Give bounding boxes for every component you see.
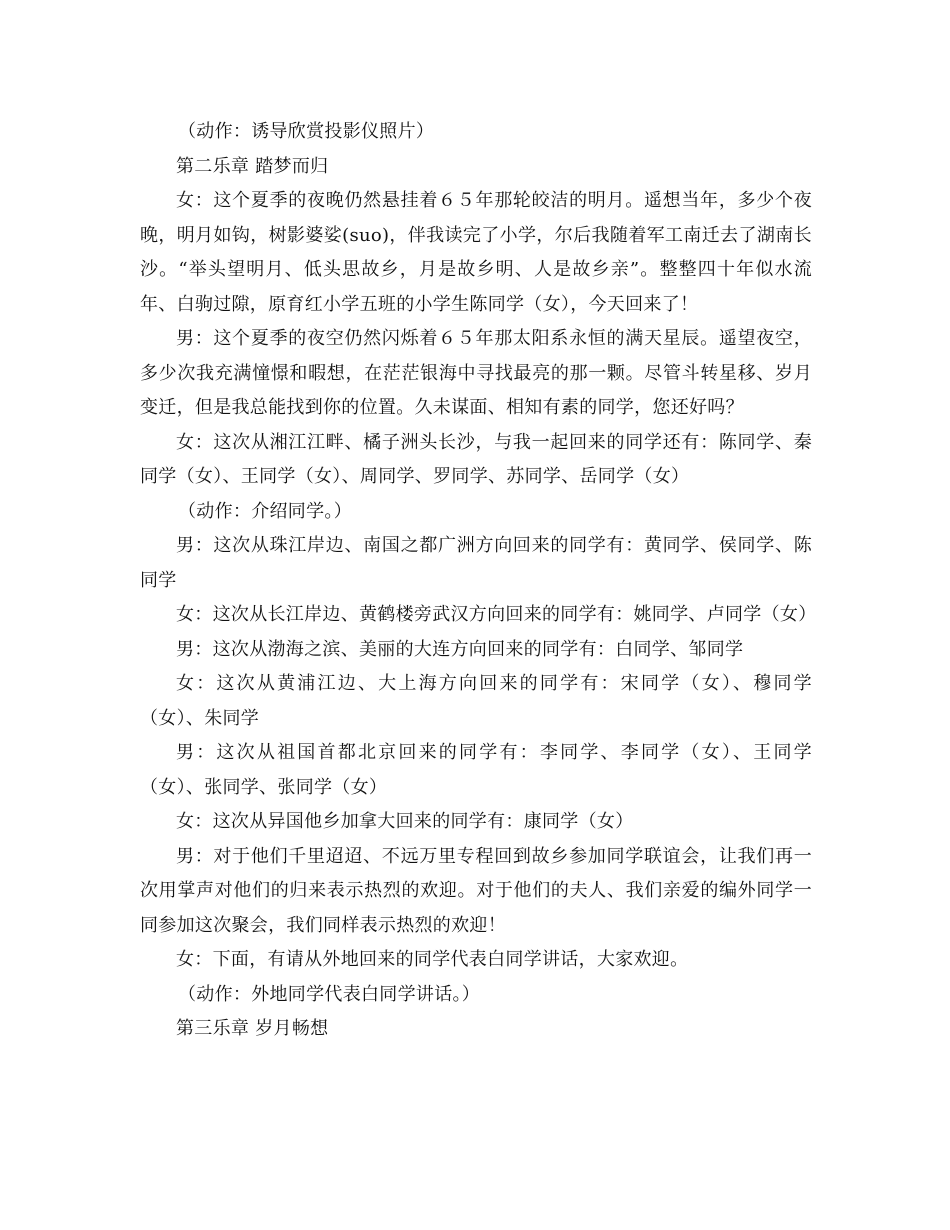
document-body	[140, 115, 817, 1047]
dialogue-paragraph: 男：这个夏季的夜空仍然闪烁着６５年那太阳系永恒的满天星辰。遥望夜空，多少次我充满憧憬和暇想，在茫茫银海中寻找最亮的那一颗。尽管斗转星移、岁月变迁，但是我总能找到你的位置。久未谋面、相知有素的同学，您还好吗？	[140, 328, 812, 418]
dialogue-paragraph: 男：这次从祖国首都北京回来的同学有：李同学、李同学（女）、王同学（女）、张同学、张同学（女）	[140, 742, 812, 798]
dialogue-paragraph: 女：这个夏季的夜晚仍然悬挂着６５年那轮皎洁的明月。遥想当年，多少个夜晚，明月如钩，树影婆娑(suo)，伴我读完了小学，尔后我随着军工南迁去了湖南长沙。“举头望明月、低头思故乡，月是故乡明、人是故乡亲”。整整四十年似水流年、白驹过隙，原育红小学五班的小学生陈同学（女），今天回来了！	[140, 190, 812, 315]
dialogue-paragraph: 男：这次从渤海之滨、美丽的大连方向回来的同学有：白同学、邹同学	[176, 638, 744, 660]
dialogue-paragraph: 女：这次从湘江江畔、橘子洲头长沙，与我一起回来的同学还有：陈同学、秦同学（女）、王同学（女）、周同学、罗同学、苏同学、岳同学（女）	[140, 431, 812, 487]
stage-direction: （动作：介绍同学。）	[178, 500, 352, 522]
dialogue-paragraph: 女：这次从黄浦江边、大上海方向回来的同学有：宋同学（女）、穆同学（女）、朱同学	[140, 673, 812, 729]
dialogue-paragraph: 女：下面，有请从外地回来的同学代表白同学讲话，大家欢迎。	[176, 949, 689, 970]
dialogue-paragraph: 女：这次从异国他乡加拿大回来的同学有：康同学（女）	[176, 811, 634, 832]
section-heading: 第二乐章 踏梦而归	[176, 155, 329, 177]
section-heading: 第三乐章 岁月畅想	[176, 1018, 329, 1039]
stage-direction: （动作：外地同学代表白同学讲话。）	[178, 983, 481, 1005]
dialogue-paragraph: 男：对于他们千里迢迢、不远万里专程回到故乡参加同学联谊会，让我们再一次用掌声对他们的归来表示热烈的欢迎。对于他们的夫人、我们亲爱的编外同学一同参加这次聚会，我们同样表示热烈的欢迎！	[140, 845, 812, 936]
stage-direction: （动作：诱导欣赏投影仪照片）	[178, 121, 435, 142]
dialogue-paragraph: 男：这次从珠江岸边、南国之都广洲方向回来的同学有：黄同学、侯同学、陈同学	[140, 535, 812, 591]
dialogue-paragraph: 女：这次从长江岸边、黄鹤楼旁武汉方向回来的同学有：姚同学、卢同学（女）	[176, 604, 817, 625]
